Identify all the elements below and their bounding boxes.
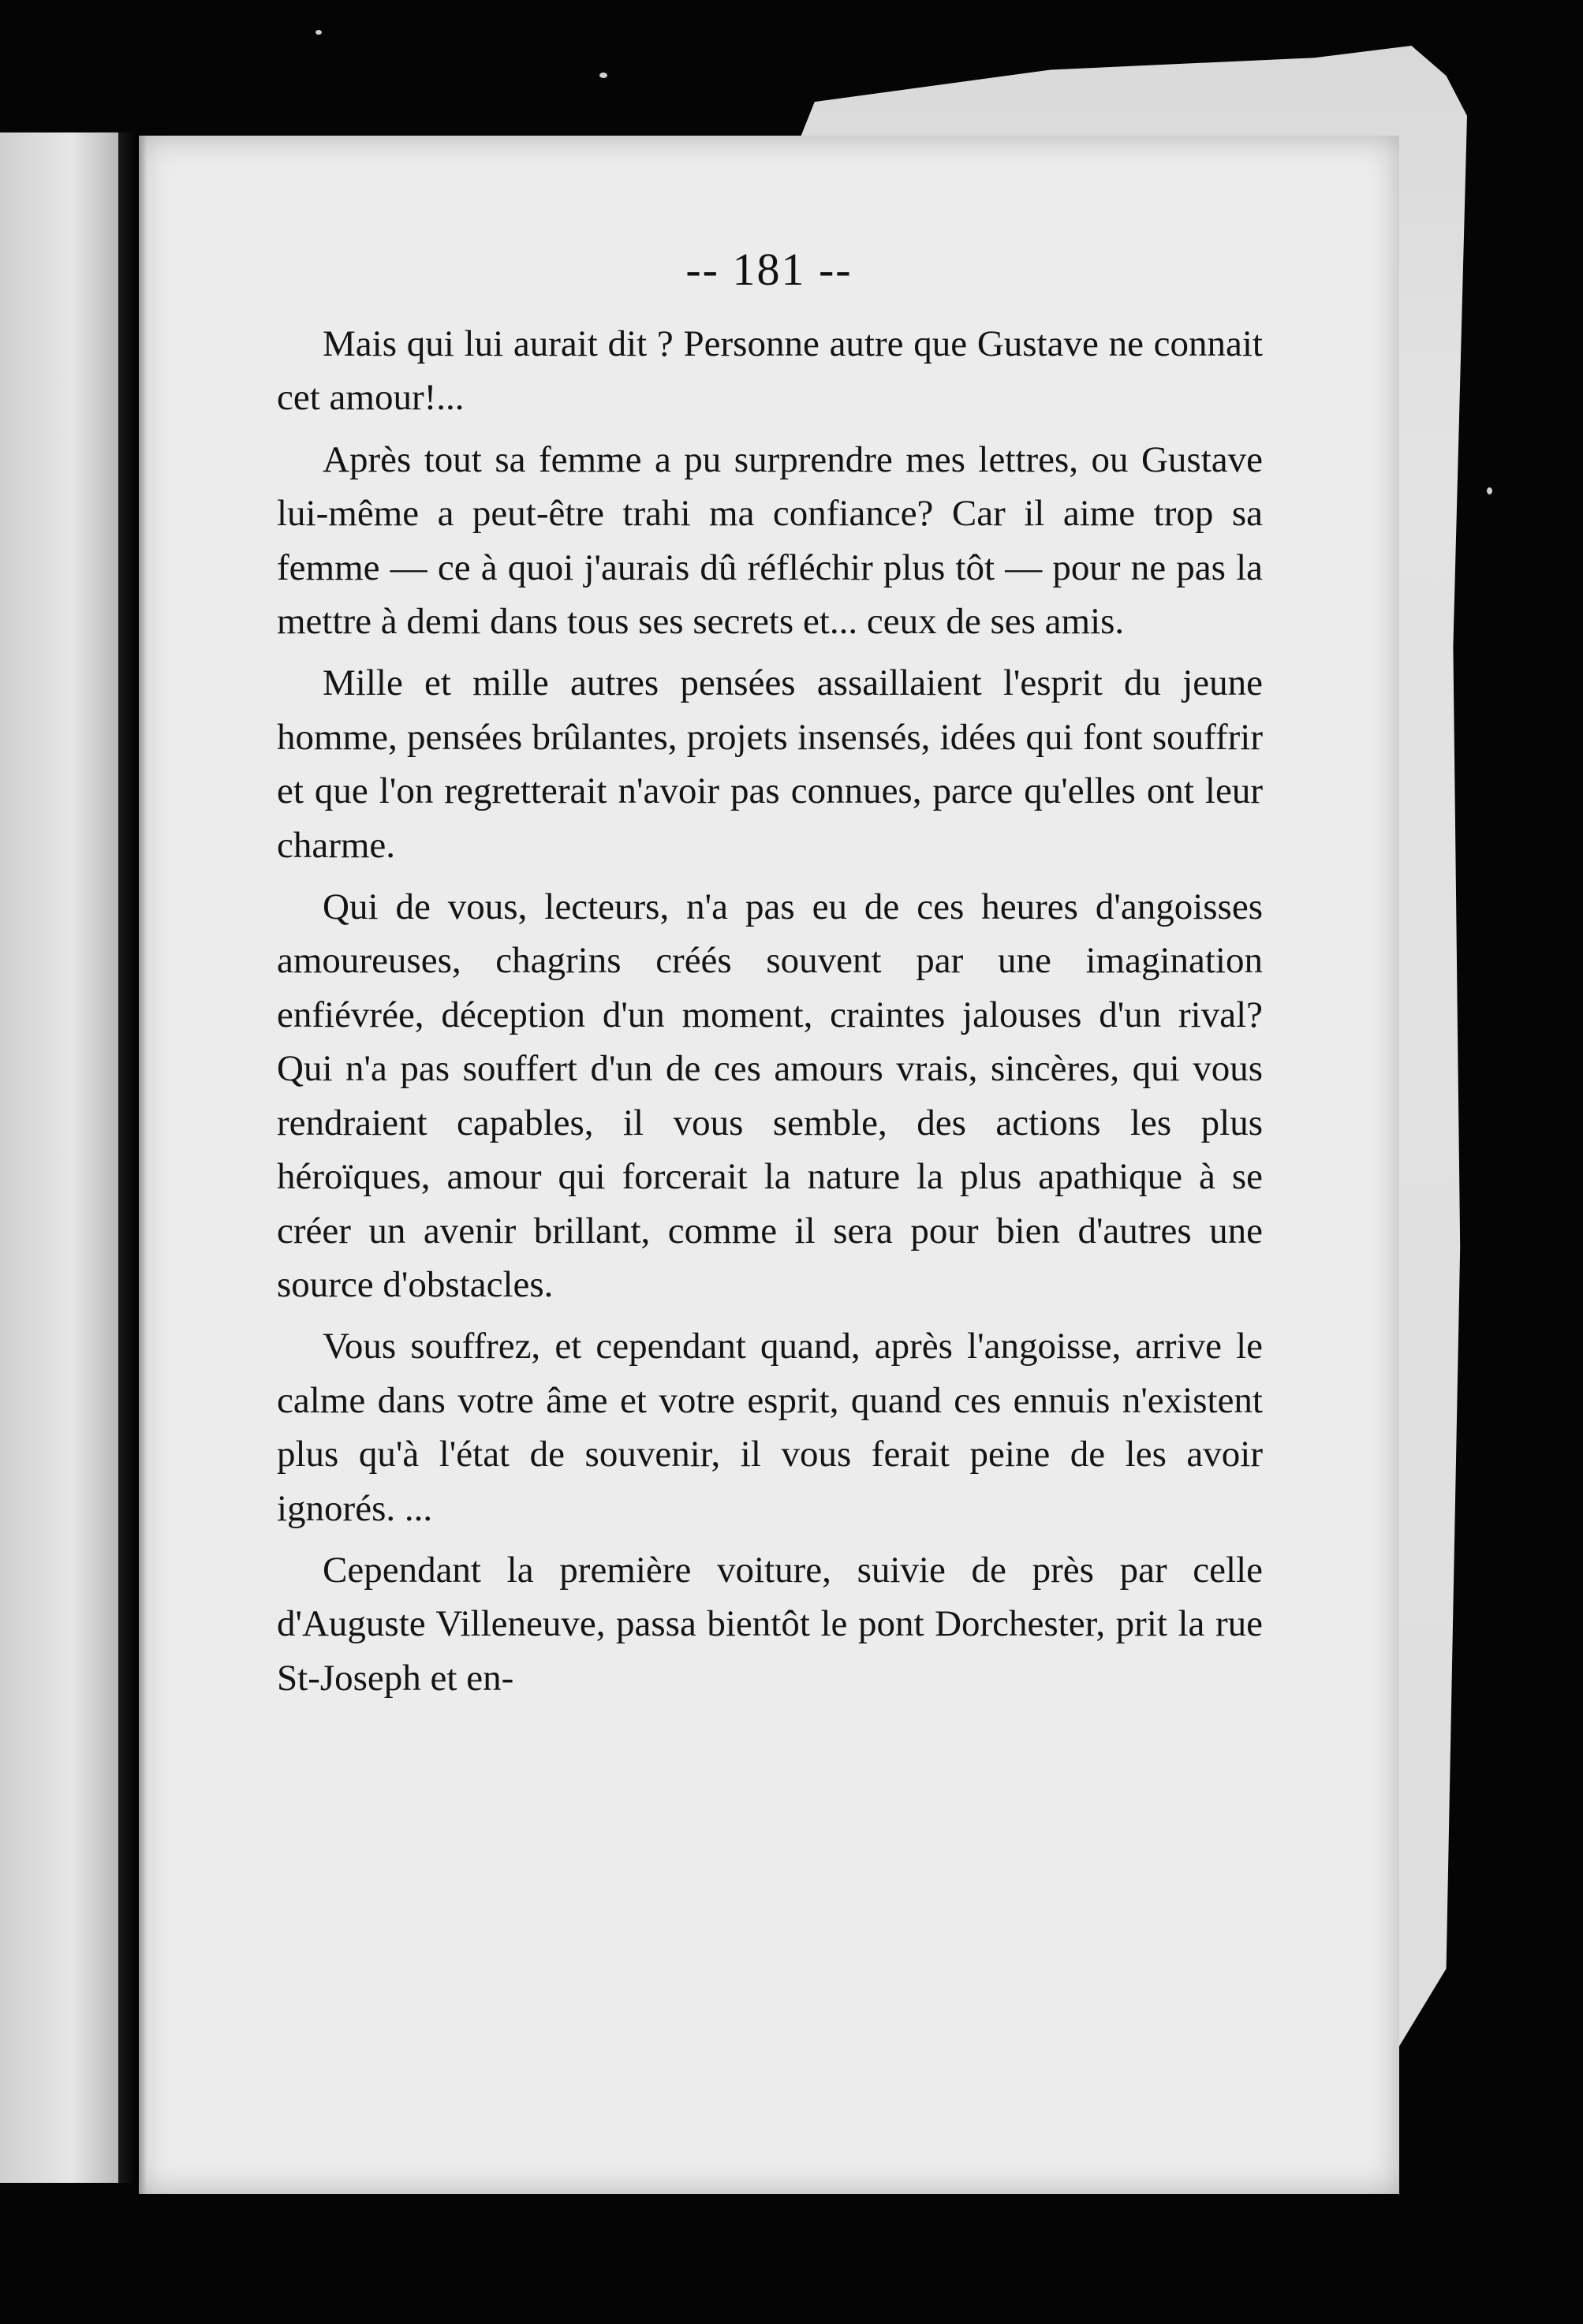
book-page <box>139 136 1399 2194</box>
page-number: -- 181 -- <box>685 244 853 295</box>
scan-speck <box>599 73 607 78</box>
scan-speck <box>315 30 322 35</box>
paragraph: Cependant la première voiture, suivie de près par celle d'Auguste Villeneuve, passa bientôt le pont Dorchester, prit la rue St-Joseph et en- <box>277 1549 1263 1699</box>
paragraph: Mille et mille autres pensées assaillaient l'esprit du jeune homme, pensées brûlantes, projets insensés, idées qui font souffrir et que l'on regretterait n'avoir pas connues, parce qu'elles ont leur charme. <box>277 662 1263 866</box>
paragraph: Vous souffrez, et cependant quand, après l'angoisse, arrive le calme dans votre âme et votre esprit, quand ces ennuis n'existent plus qu'à l'état de souvenir, il vous ferait peine de les avoir ignorés. ... <box>277 1326 1263 1529</box>
page-text <box>277 317 1263 1705</box>
paragraph: Après tout sa femme a pu surprendre mes lettres, ou Gustave lui-même a peut-être trahi ma confiance? Car il aime trop sa femme — ce à quoi j'aurais dû réfléchir plus tôt — pour ne pas la mettre à demi dans tous ses secrets et... ceux de ses amis. <box>277 438 1263 643</box>
paragraph: Qui de vous, lecteurs, n'a pas eu de ces heures d'angoisses amoureuses, chagrins créés souvent par une imagination enfiévrée, déception d'un moment, craintes jalouses d'un rival? Qui n'a pas souffert d'un de ces amours vrais, sincères, qui vous rendraient capables, il vous semble, des actions les plus héroïques, amour qui forcerait la nature la plus apathique à se créer un avenir brillant, comme il sera pour bien d'autres une source d'obstacles. <box>277 886 1263 1305</box>
scan-speck <box>1487 487 1492 494</box>
left-page-edge <box>0 132 123 2183</box>
book-gutter-shadow <box>118 132 139 2183</box>
paragraph: Mais qui lui aurait dit ? Personne autre que Gustave ne connait cet amour!... <box>277 323 1263 419</box>
